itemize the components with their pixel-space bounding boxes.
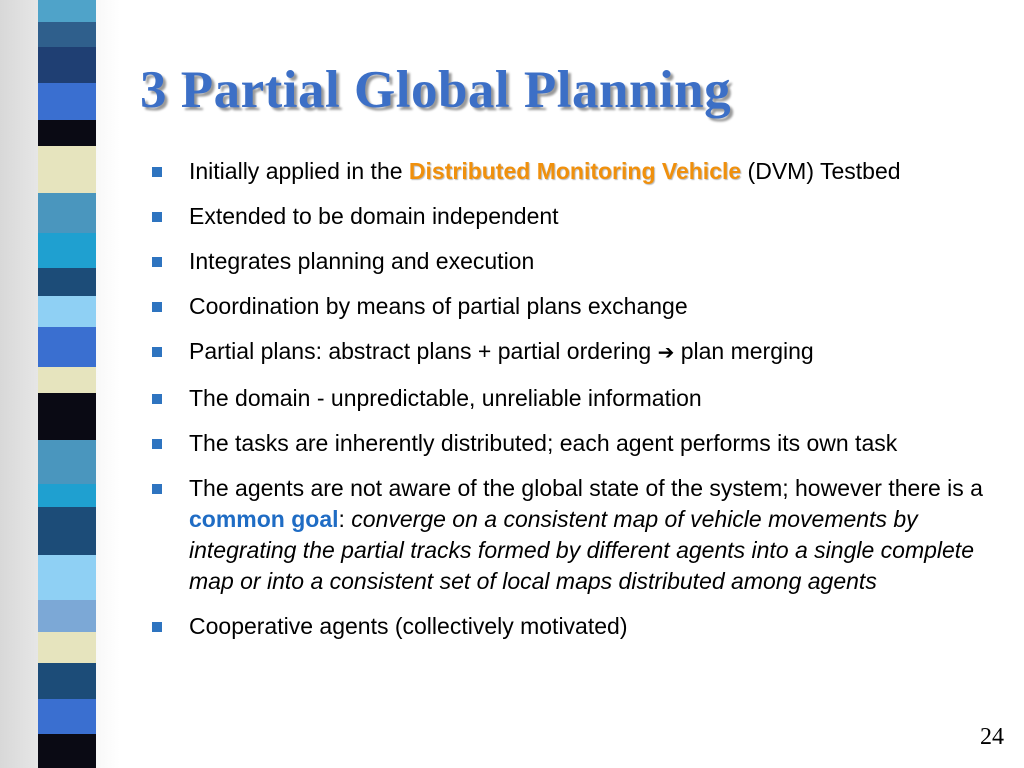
side-bar-block <box>38 600 96 632</box>
side-bar-block <box>38 47 96 83</box>
square-bullet-icon <box>152 167 162 177</box>
square-bullet-icon <box>152 257 162 267</box>
side-bar-block <box>38 83 96 119</box>
bullet-item <box>152 383 992 414</box>
bullet-text: Initially applied in the <box>189 158 409 184</box>
square-bullet-icon <box>152 347 162 357</box>
side-bar-block <box>38 0 96 22</box>
bullet-item <box>152 473 992 597</box>
side-bar-block <box>38 484 96 506</box>
highlight-common-goal: common goal <box>189 506 339 532</box>
bullet-item <box>152 611 992 642</box>
bullet-text: Coordination by means of partial plans exchange <box>189 293 688 319</box>
side-bar-block <box>38 193 96 233</box>
side-bar-block <box>38 296 96 326</box>
side-bar-block <box>38 146 96 192</box>
square-bullet-icon <box>152 439 162 449</box>
side-bar-block <box>38 734 96 768</box>
bullet-italic-text: converge on a consistent map of vehicle movements by integrating the partial tracks formed by different agents into a single complete map or into a consistent set of local maps distributed among agents <box>189 506 974 594</box>
side-bar-block <box>38 663 96 699</box>
bullet-item <box>152 291 992 322</box>
slide-title: 3 Partial Global Planning <box>140 61 732 119</box>
bullet-text: plan merging <box>674 338 814 364</box>
side-bar-block <box>38 327 96 367</box>
side-bar-block <box>38 699 96 733</box>
bullet-text: The domain - unpredictable, unreliable information <box>189 385 702 411</box>
side-bar-block <box>38 268 96 296</box>
side-bar-block <box>38 555 96 599</box>
bullet-text: Partial plans: abstract plans + partial ordering <box>189 338 658 364</box>
bullet-text: (DVM) Testbed <box>741 158 901 184</box>
bullet-list <box>152 156 992 656</box>
square-bullet-icon <box>152 394 162 404</box>
side-bar-block <box>38 367 96 393</box>
side-bar-block <box>38 440 96 484</box>
bullet-text: The agents are not aware of the global state of the system; however there is a <box>189 475 983 501</box>
right-arrow-icon: ➔ <box>657 342 675 364</box>
bullet-item <box>152 428 992 459</box>
square-bullet-icon <box>152 212 162 222</box>
square-bullet-icon <box>152 302 162 312</box>
side-bar-block <box>38 507 96 555</box>
bullet-text: Integrates planning and execution <box>189 248 535 274</box>
bullet-item <box>152 246 992 277</box>
bullet-text: Extended to be domain independent <box>189 203 559 229</box>
bullet-item <box>152 156 992 187</box>
bullet-text: Cooperative agents (collectively motivated) <box>189 613 628 639</box>
square-bullet-icon <box>152 622 162 632</box>
bullet-text: The tasks are inherently distributed; each agent performs its own task <box>189 430 898 456</box>
highlight-dvm: Distributed Monitoring Vehicle <box>408 158 742 184</box>
side-bar-block <box>38 393 96 439</box>
side-bar-block <box>38 233 96 267</box>
side-bar-block <box>38 22 96 46</box>
bullet-text: : <box>338 506 352 532</box>
bullet-item <box>152 336 992 369</box>
side-bar-block <box>38 120 96 146</box>
side-bar-block <box>38 632 96 662</box>
page-number: 24 <box>980 724 1004 750</box>
bullet-item <box>152 201 992 232</box>
square-bullet-icon <box>152 484 162 494</box>
decorative-side-bar <box>38 0 96 768</box>
